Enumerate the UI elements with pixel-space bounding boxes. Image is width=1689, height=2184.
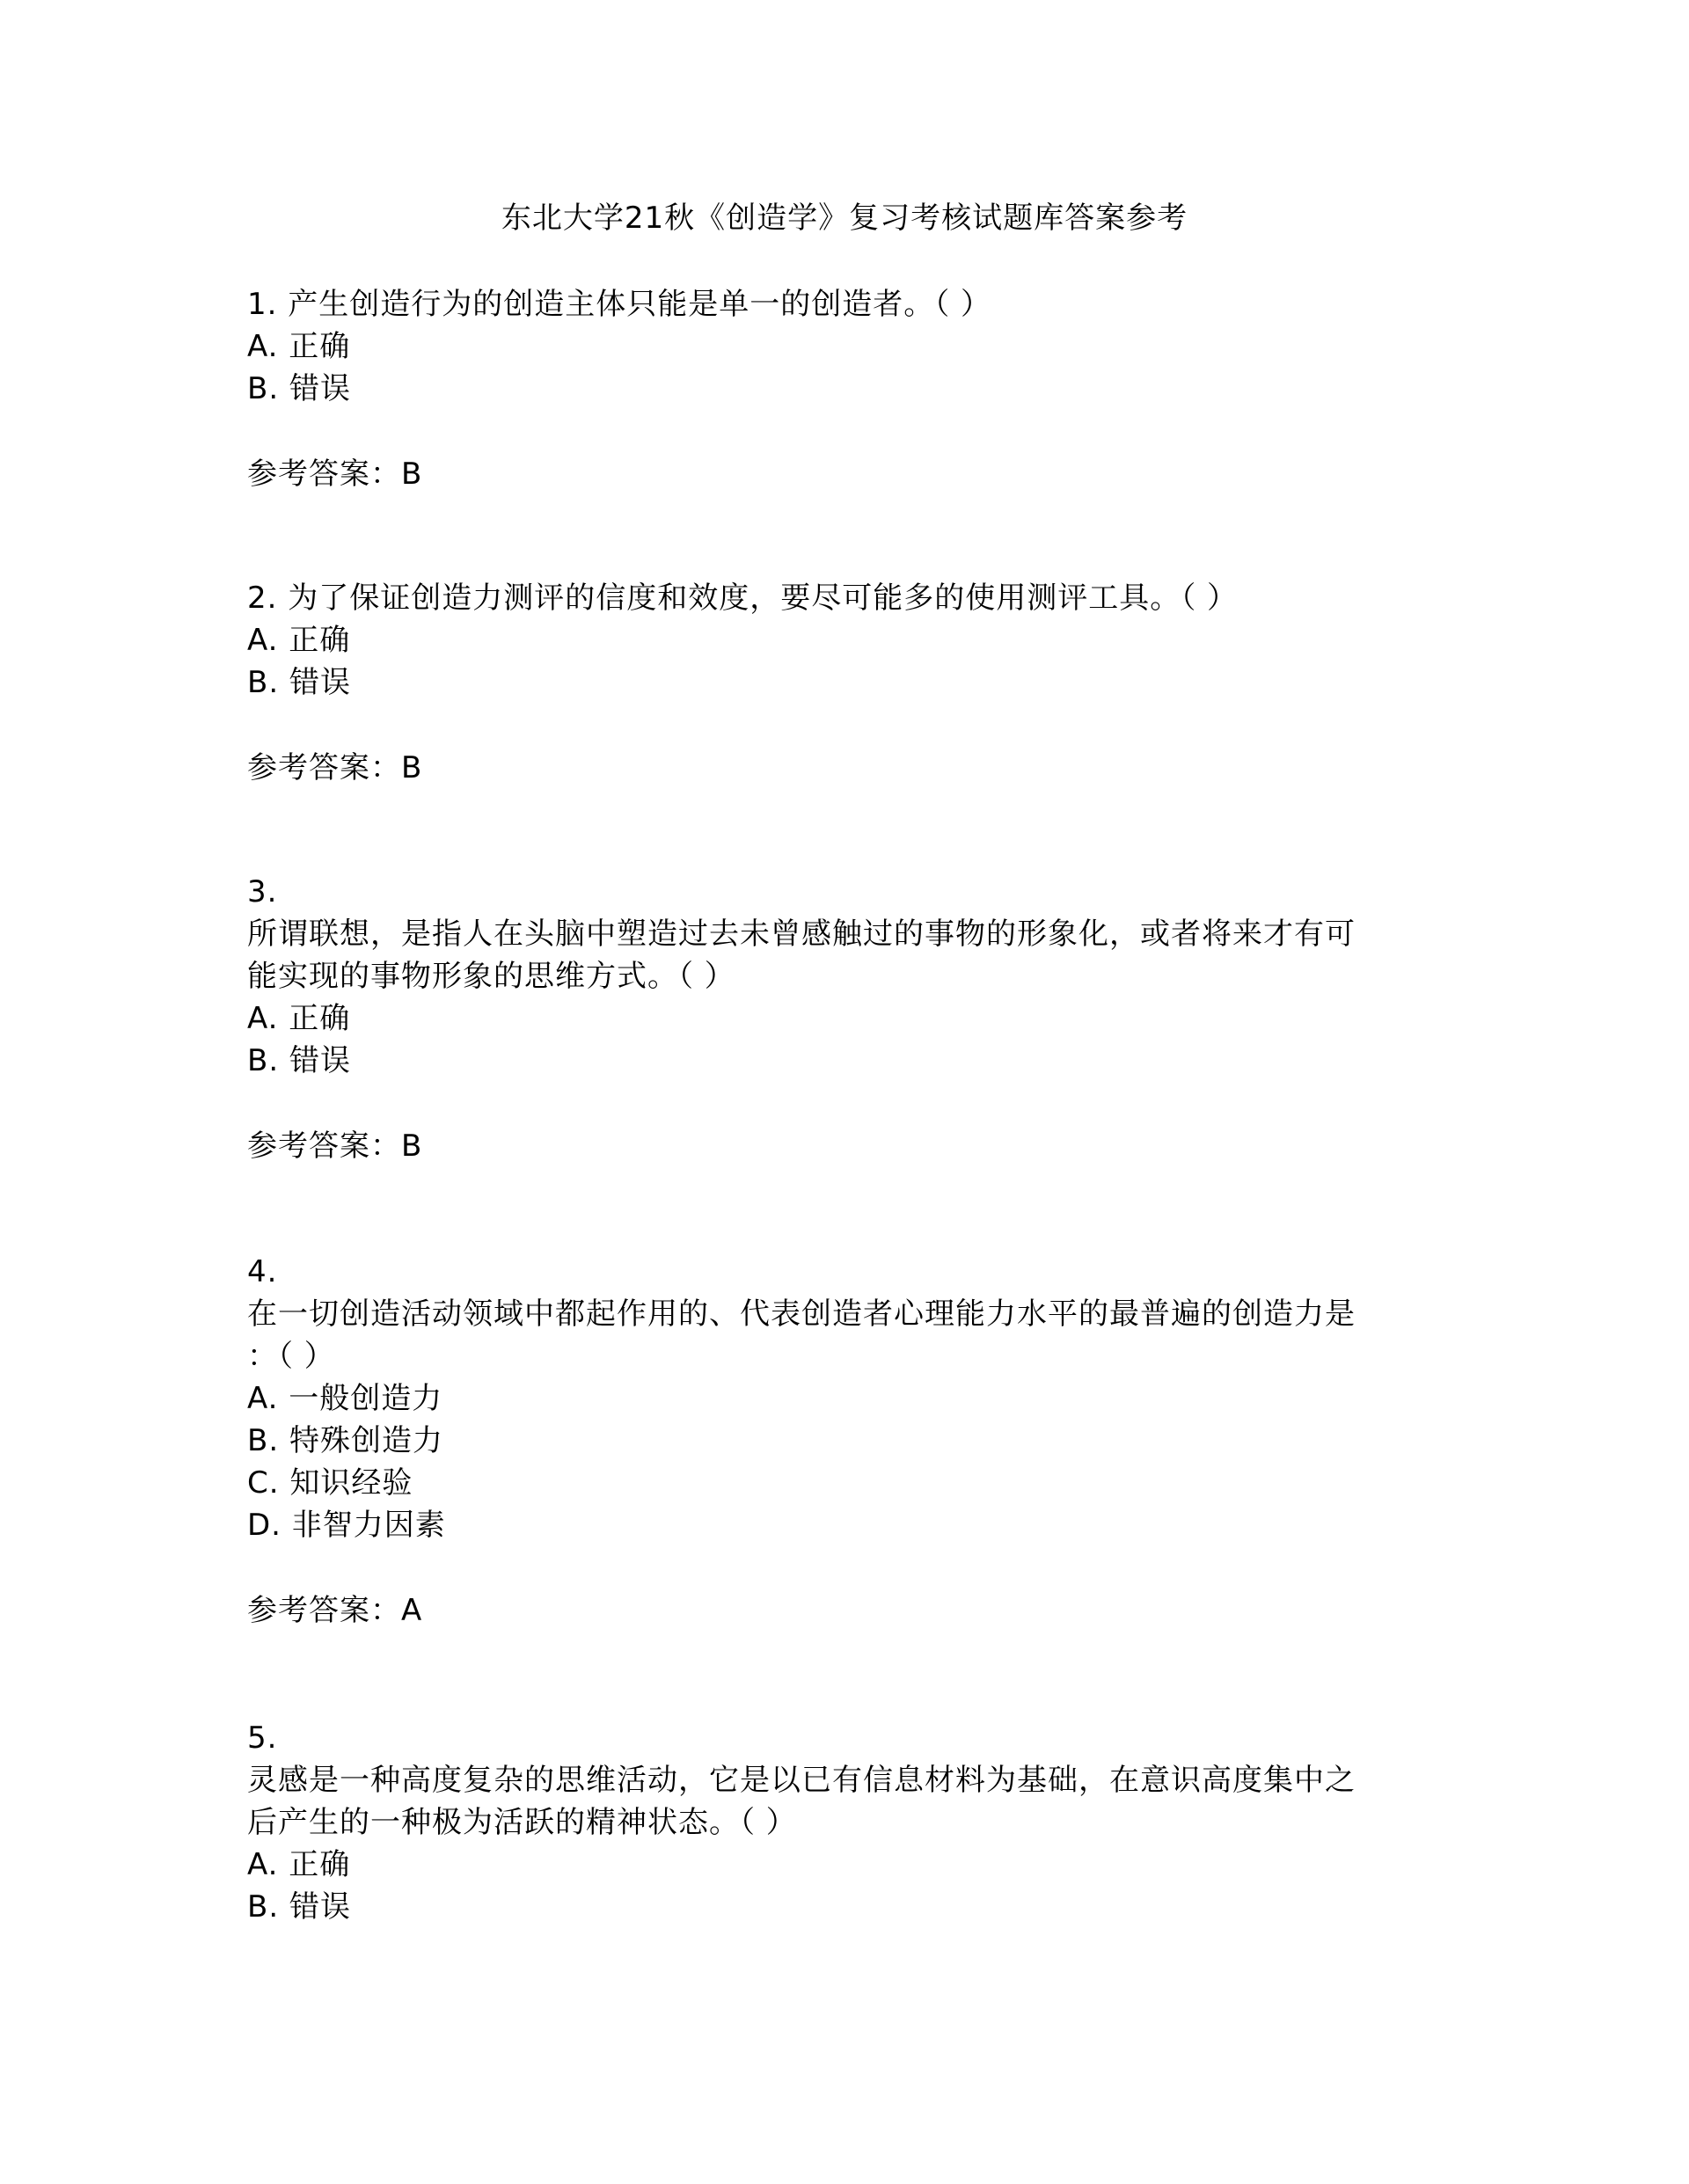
question-stem: 灵感是一种高度复杂的思维活动，它是以已有信息材料为基础，在意识高度集中之: [247, 1763, 1356, 1798]
question-3: [247, 871, 1444, 1167]
option-a: A. 一般创造力: [247, 1381, 443, 1416]
option-c: C. 知识经验: [247, 1465, 413, 1501]
question-1: [247, 283, 1444, 495]
option-a: A. 正确: [247, 1001, 351, 1036]
question-stem: 在一切创造活动领域中都起作用的、代表创造者心理能力水平的最普遍的创造力是: [247, 1297, 1356, 1332]
option-b: B. 错误: [247, 1889, 351, 1925]
question-4: [247, 1251, 1444, 1632]
question-stem: 所谓联想，是指人在头脑中塑造过去未曾感触过的事物的形象化，或者将来才有可: [247, 917, 1356, 952]
reference-answer: 参考答案：B: [247, 1129, 423, 1164]
reference-answer: 参考答案：B: [247, 750, 423, 785]
reference-answer: 参考答案：B: [247, 457, 423, 492]
option-d: D. 非智力因素: [247, 1508, 446, 1543]
document-title: 东北大学21秋《创造学》复习考核试题库答案参考: [501, 201, 1188, 236]
question-number: 5.: [247, 1720, 278, 1756]
spacer: [247, 410, 1444, 453]
question-stem-continued: ：（ ）: [247, 1339, 335, 1374]
question-5: [247, 1717, 1444, 1928]
question-stem-continued: 后产生的一种极为活跃的精神状态。（ ）: [247, 1805, 797, 1840]
question-stem: 1. 产生创造行为的创造主体只能是单一的创造者。（ ）: [247, 287, 992, 322]
option-b: B. 错误: [247, 371, 351, 406]
question-stem: 2. 为了保证创造力测评的信度和效度，要尽可能多的使用测评工具。（ ）: [247, 581, 1239, 616]
option-b: B. 错误: [247, 1043, 351, 1078]
option-a: A. 正确: [247, 623, 351, 658]
spacer: [247, 1082, 1444, 1125]
question-number: 3.: [247, 874, 278, 909]
option-b: B. 错误: [247, 665, 351, 700]
question-stem-continued: 能实现的事物形象的思维方式。（ ）: [247, 959, 735, 994]
question-number: 4.: [247, 1254, 278, 1289]
reference-answer: 参考答案：A: [247, 1593, 423, 1628]
spacer: [247, 1546, 1444, 1589]
option-b: B. 特殊创造力: [247, 1423, 443, 1458]
option-a: A. 正确: [247, 329, 351, 364]
spacer: [247, 704, 1444, 747]
option-a: A. 正确: [247, 1847, 351, 1882]
question-2: [247, 577, 1444, 789]
